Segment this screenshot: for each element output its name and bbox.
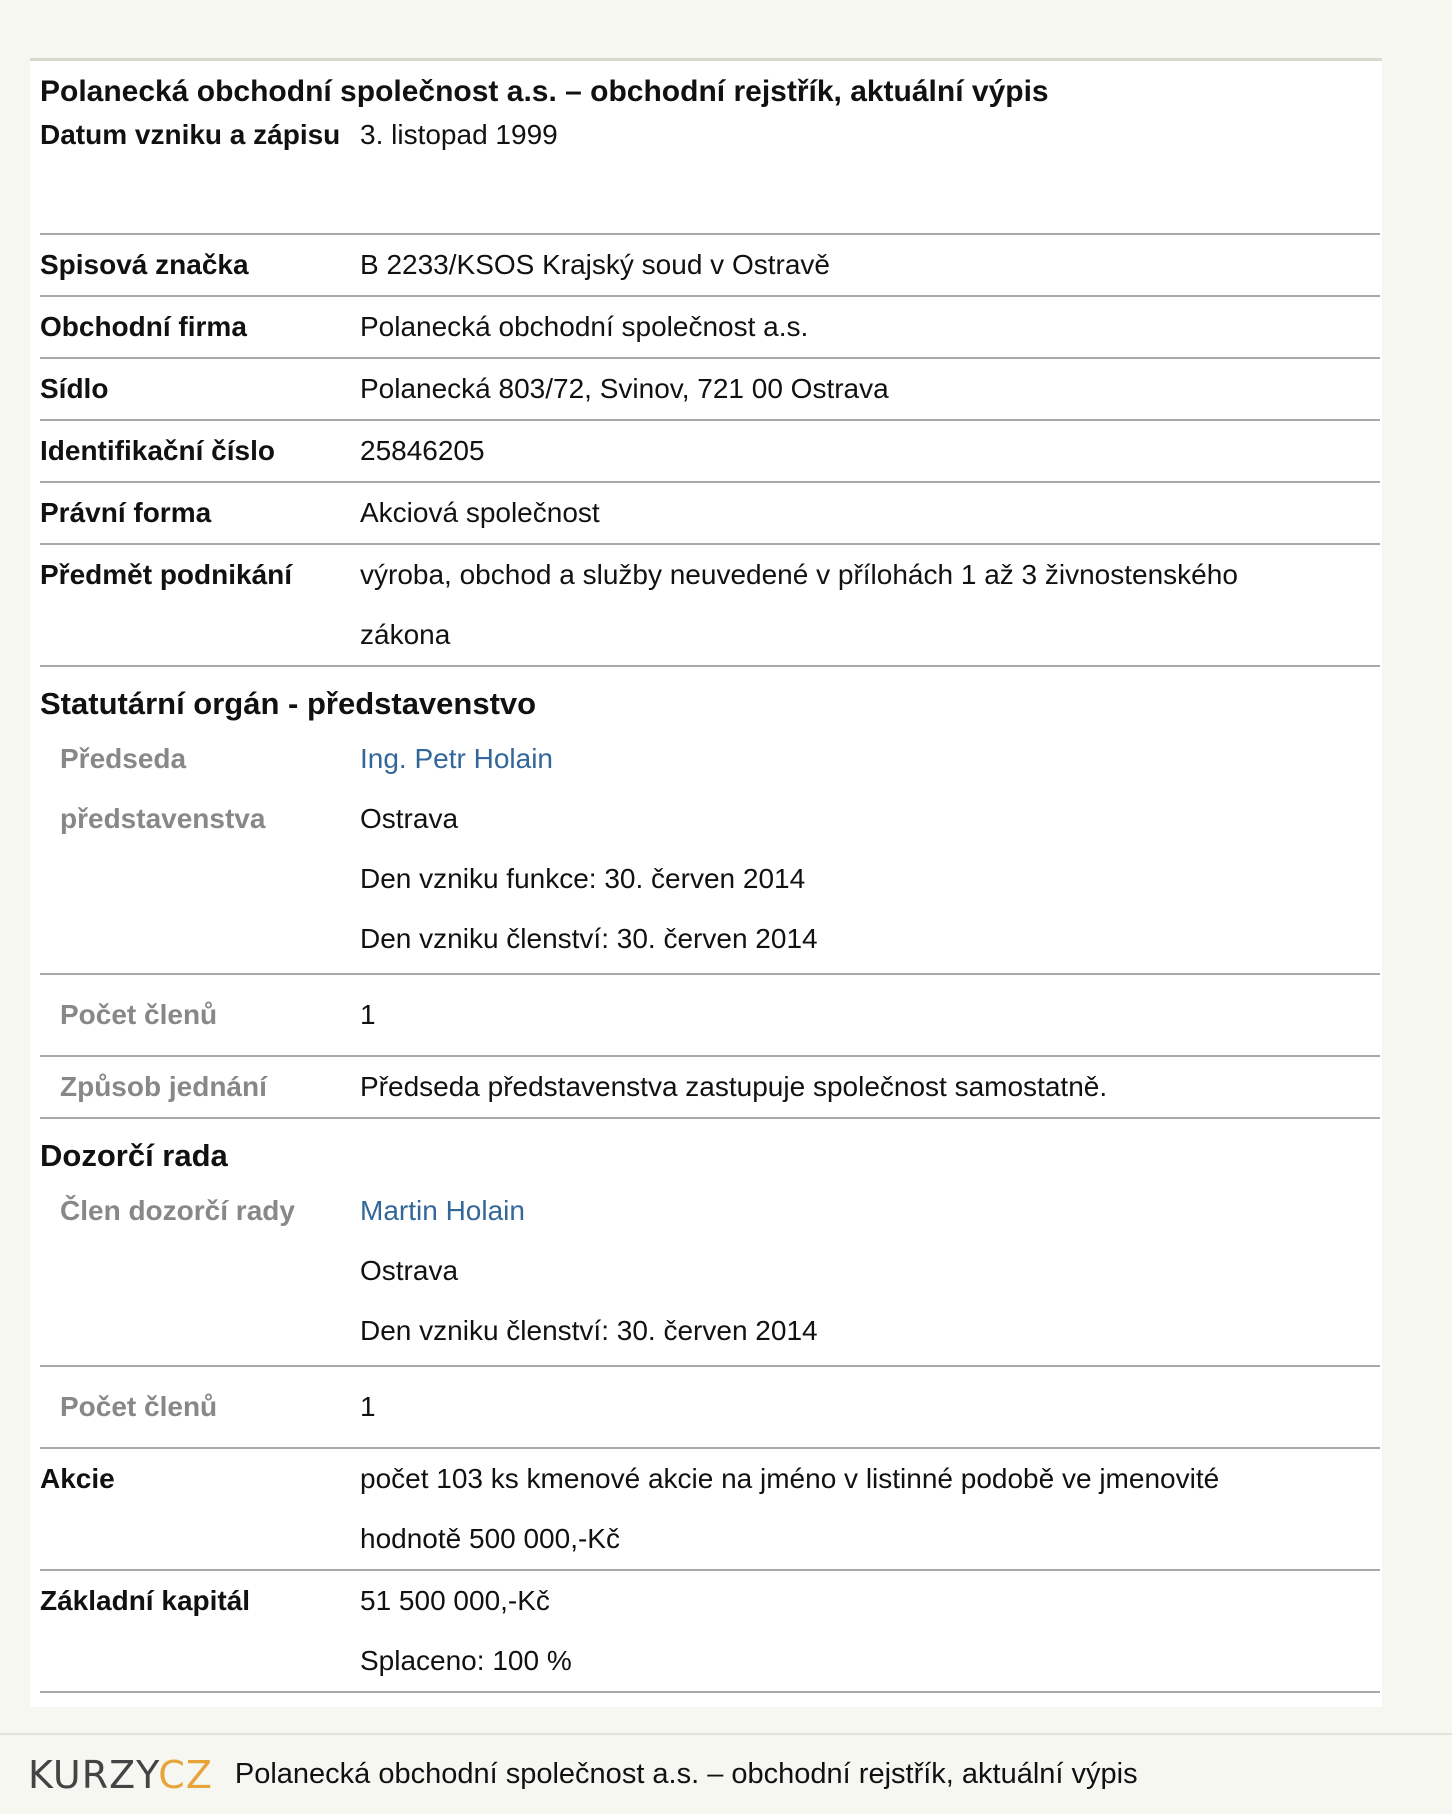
row-value <box>360 729 1380 973</box>
row-value: výroba, obchod a služby neuvedené v přílohách 1 až 3 živnostenského zákona <box>360 559 1238 650</box>
row-supervisory-count <box>40 1367 1380 1449</box>
membership-since: Den vzniku členství: 30. červen 2014 <box>360 1315 818 1346</box>
row-label: Datum vzniku a zápisu <box>40 119 341 150</box>
row-value <box>360 1181 1380 1365</box>
row-capital <box>40 1571 1380 1693</box>
row-founding-date <box>40 105 1380 235</box>
footer <box>0 1733 1452 1814</box>
function-since: Den vzniku funkce: 30. červen 2014 <box>360 863 806 894</box>
row-label: Způsob jednání <box>60 1071 267 1102</box>
section-heading-statutory: Statutární orgán - představenstvo <box>40 686 537 721</box>
row-label: Sídlo <box>40 373 109 404</box>
row-value: Předseda představenstva zastupuje společnost samostatně. <box>360 1071 1108 1102</box>
row-acting-method <box>40 1057 1380 1119</box>
row-value: Polanecká 803/72, Svinov, 721 00 Ostrava <box>360 373 889 404</box>
row-label: Akcie <box>40 1463 115 1494</box>
row-value <box>360 1571 1380 1691</box>
person-city: Ostrava <box>360 1255 459 1286</box>
row-supervisory-member <box>40 1181 1380 1367</box>
row-value: Polanecká obchodní společnost a.s. <box>360 311 809 342</box>
row-chairman <box>40 729 1380 975</box>
row-value: 1 <box>360 999 376 1030</box>
row-value: B 2233/KSOS Krajský soud v Ostravě <box>360 249 830 280</box>
row-members-count <box>40 975 1380 1057</box>
page-title: Polanecká obchodní společnost a.s. – obchodní rejstřík, aktuální výpis <box>40 75 1049 108</box>
row-value: 1 <box>360 1391 376 1422</box>
row-label: Identifikační číslo <box>40 435 275 466</box>
row-label: Základní kapitál <box>40 1585 251 1616</box>
row-label: Obchodní firma <box>40 311 247 342</box>
row-shares <box>40 1449 1380 1571</box>
section-heading-supervisory: Dozorčí rada <box>40 1138 228 1173</box>
person-link-member[interactable]: Martin Holain <box>360 1195 525 1226</box>
row-label: Spisová značka <box>40 249 249 280</box>
row-value: 25846205 <box>360 435 485 466</box>
row-label: Člen dozorčí rady <box>60 1195 295 1226</box>
row-file-number <box>40 235 1380 297</box>
person-city: Ostrava <box>360 803 459 834</box>
register-extract-card <box>30 58 1382 1707</box>
footer-title: Polanecká obchodní společnost a.s. – obchodní rejstřík, aktuální výpis <box>234 1758 1138 1790</box>
capital-amount: 51 500 000,-Kč <box>360 1585 550 1616</box>
kurzy-logo[interactable]: KURZYCZ <box>28 1752 213 1797</box>
capital-paid: Splaceno: 100 % <box>360 1645 572 1676</box>
membership-since: Den vzniku členství: 30. červen 2014 <box>360 923 818 954</box>
person-link-chairman[interactable]: Ing. Petr Holain <box>360 743 553 774</box>
shares-line-1: počet 103 ks kmenové akcie na jméno v listinné podobě ve jmenovité <box>360 1463 1220 1494</box>
row-business-activity <box>40 545 1380 667</box>
row-label: Počet členů <box>60 999 218 1030</box>
row-label: Předmět podnikání <box>40 559 293 590</box>
row-label: Právní forma <box>40 497 212 528</box>
row-value <box>360 1449 1380 1569</box>
row-label: Předseda představenstva <box>60 743 266 834</box>
row-value: 3. listopad 1999 <box>360 119 558 150</box>
row-seat <box>40 359 1380 421</box>
row-value: Akciová společnost <box>360 497 600 528</box>
shares-line-2: hodnotě 500 000,-Kč <box>360 1523 620 1554</box>
row-legal-form <box>40 483 1380 545</box>
row-label: Počet členů <box>60 1391 218 1422</box>
row-business-name <box>40 297 1380 359</box>
row-company-id <box>40 421 1380 483</box>
